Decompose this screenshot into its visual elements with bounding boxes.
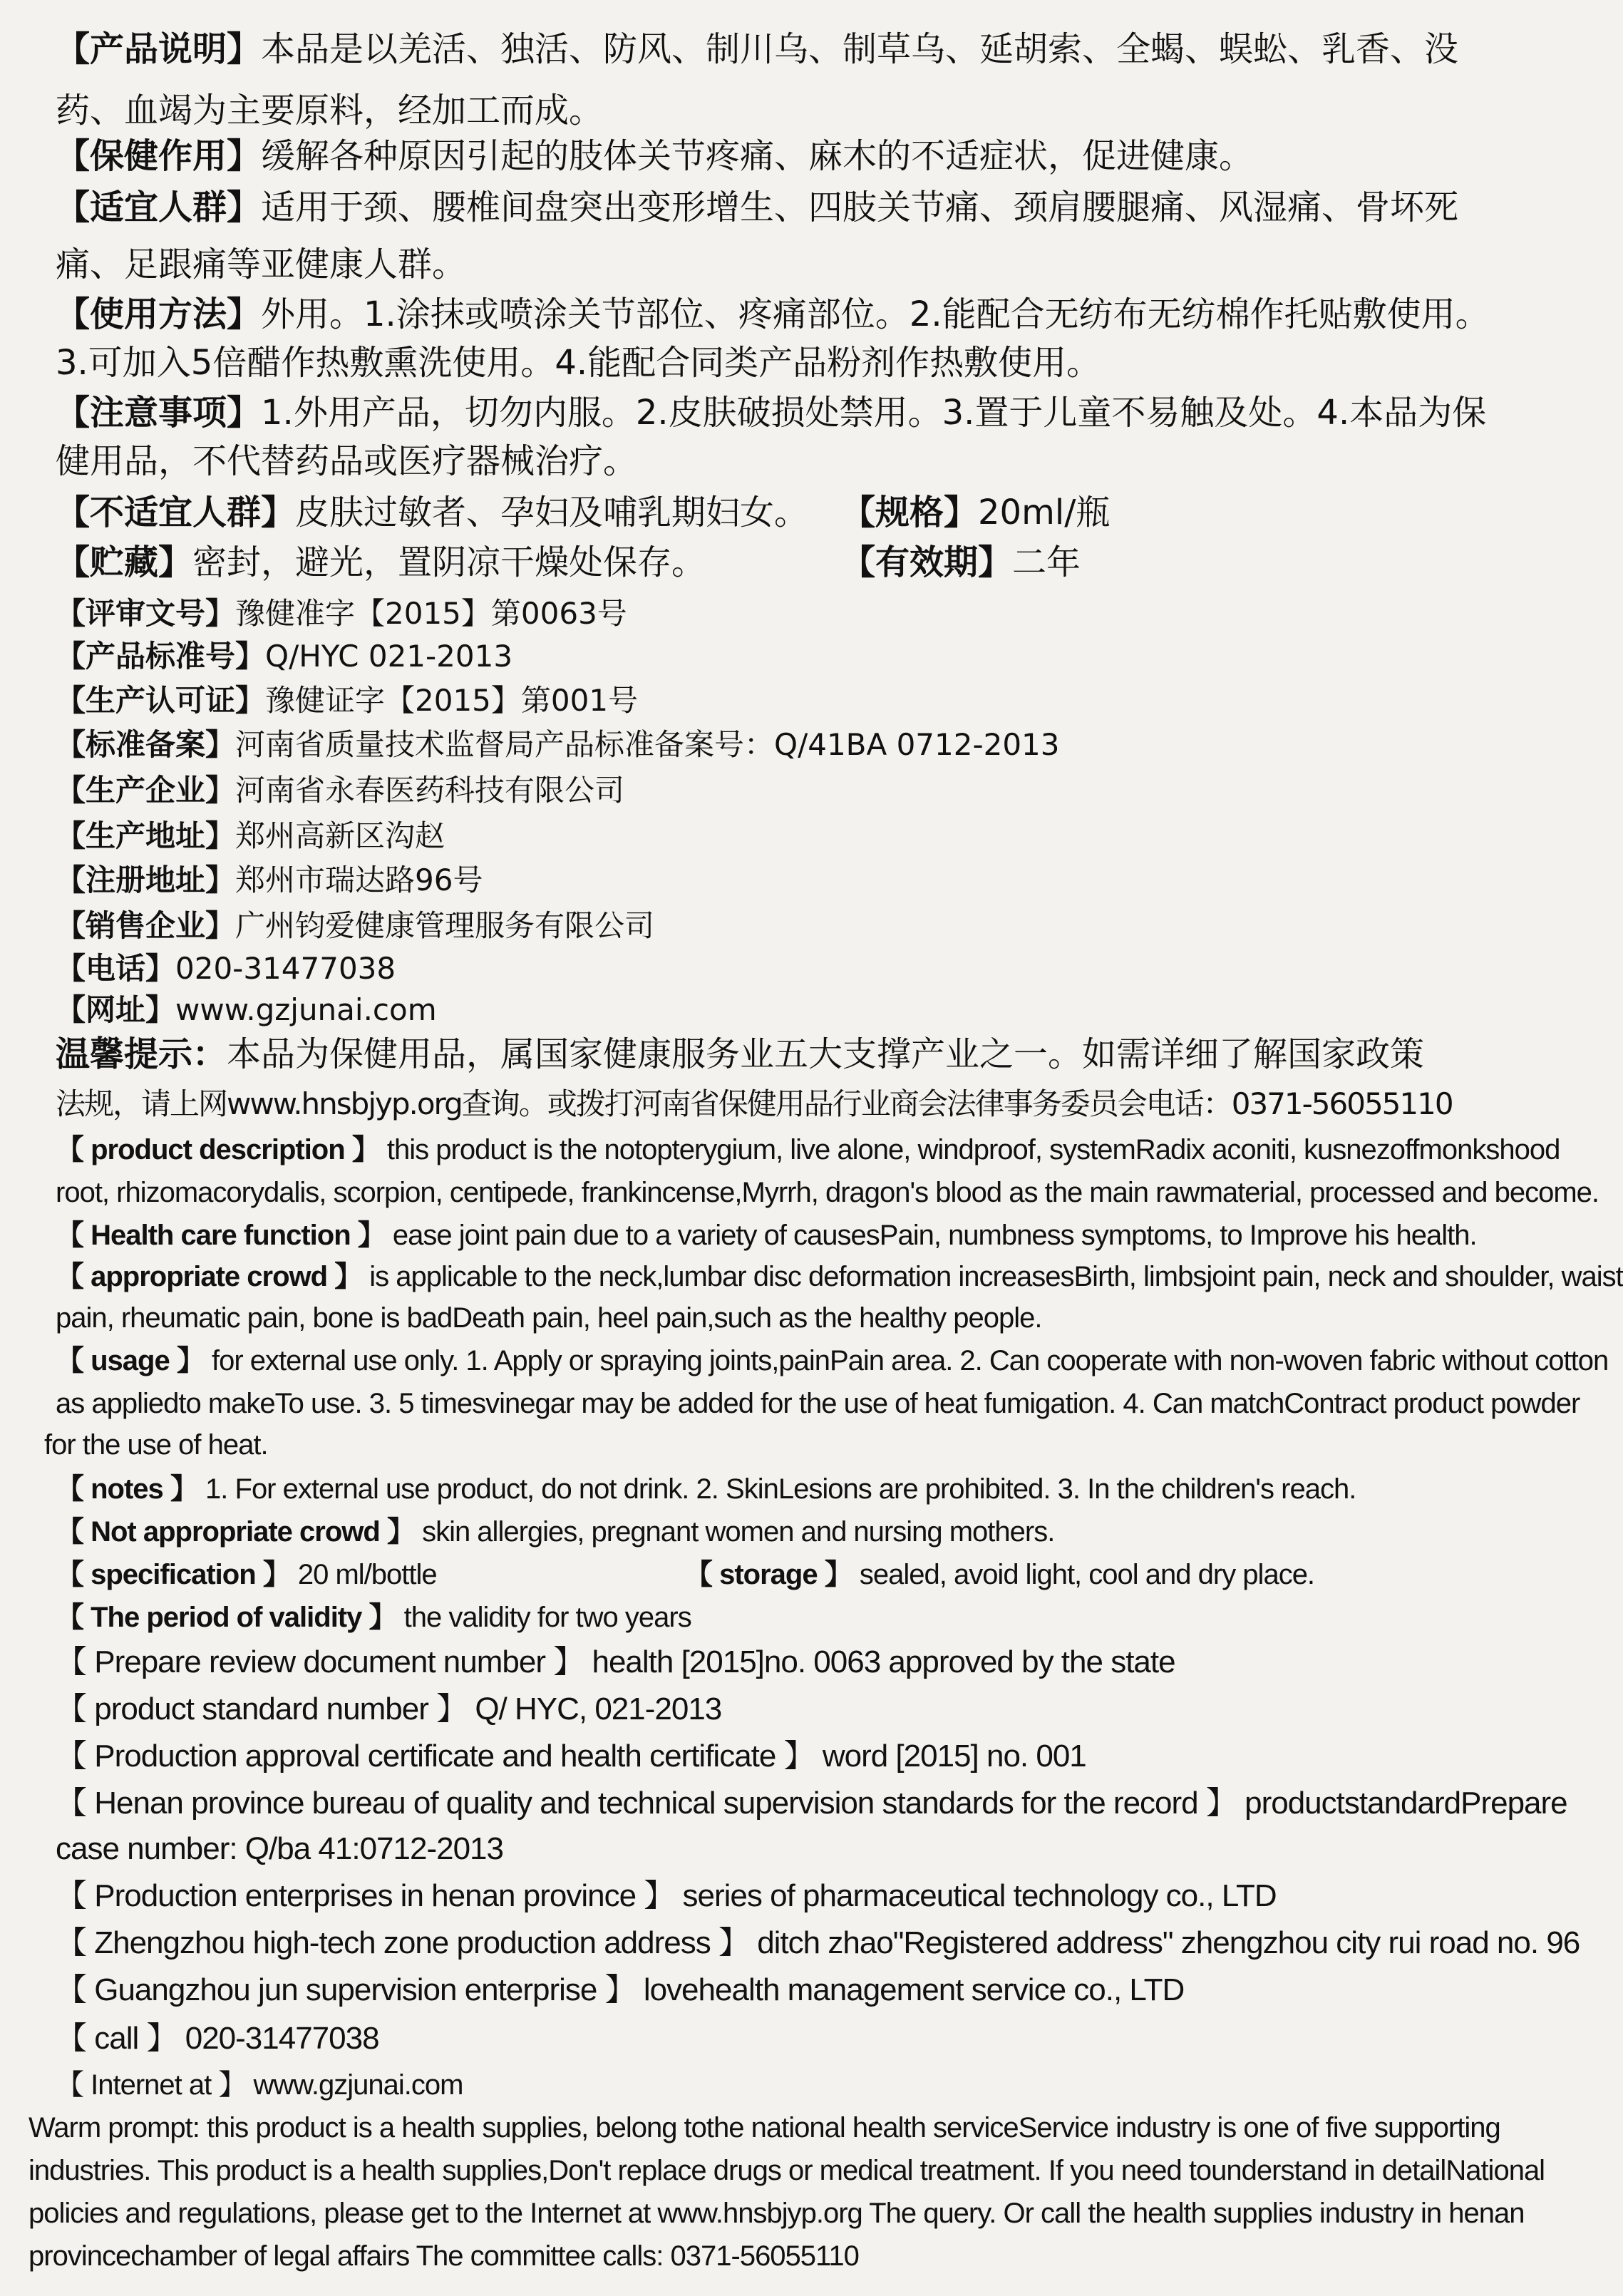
en-validity: 【 The period of validity 】 the validity for two years: [56, 1602, 691, 1633]
zh-license: 【生产认可证】豫健证字【2015】第001号: [56, 683, 639, 718]
zh-crowd-line2: 痛、足跟痛等亚健康人群。: [56, 244, 467, 284]
en-enterprise: 【 Production enterprises in henan province 】 series of pharmaceutical technology co., LTD: [56, 1878, 1277, 1913]
en-usage-line2: as appliedto makeTo use. 3. 5 timesvinegar may be added for the use of heat fumigation. 4. Can matchContract product powder: [56, 1388, 1580, 1419]
en-warm-line2: industries. This product is a health supplies,Don't replace drugs or medical treatment. If you need tounderstand in detailNational: [29, 2155, 1545, 2186]
en-usage-line1: 【 usage 】 for external use only. 1. Apply or spraying joints,painPain area. 2. Can cooperate with non-woven fabric without cotton: [56, 1345, 1609, 1376]
zh-warning-line1: 温馨提示：本品为保健用品，属国家健康服务业五大支撑产业之一。如需详细了解国家政策: [56, 1034, 1425, 1074]
en-warm-line4: provincechamber of legal affairs The committee calls: 0371-56055110: [29, 2240, 859, 2272]
en-spec: 【 specification 】 20 ml/bottle: [56, 1559, 437, 1590]
zh-standard: 【产品标准号】Q/HYC 021-2013: [56, 639, 513, 674]
zh-spec: 【规格】20ml/瓶: [841, 493, 1111, 532]
en-guangzhou: 【 Guangzhou jun supervision enterprise 】 lovehealth management service co., LTD: [56, 1972, 1185, 2007]
zh-storage: 【贮藏】密封，避光，置阴凉干燥处保存。: [56, 542, 706, 582]
en-crowd-line2: pain, rheumatic pain, bone is badDeath pain, heel pain,such as the healthy people.: [56, 1302, 1042, 1334]
en-notes: 【 notes 】 1. For external use product, do not drink. 2. SkinLesions are prohibited. 3. In the children's reach.: [56, 1473, 1356, 1505]
zh-notes-line2: 健用品，不代替药品或医疗器械治疗。: [56, 441, 638, 481]
zh-crowd-line1: 【适宜人群】适用于颈、腰椎间盘突出变形增生、四肢关节痛、颈肩腰腿痛、风湿痛、骨坏死: [56, 187, 1459, 227]
zh-usage-line1: 【使用方法】外用。1.涂抹或喷涂关节部位、疼痛部位。2.能配合无纺布无纺棉作托贴敷使用。: [56, 294, 1490, 334]
en-license: 【 Production approval certificate and health certificate 】 word [2015] no. 001: [56, 1739, 1086, 1774]
en-review: 【 Prepare review document number 】 health [2015]no. 0063 approved by the state: [56, 1644, 1175, 1679]
en-address: 【 Zhengzhou high-tech zone production address 】 ditch zhao"Registered address" zhengzhou city rui road no. 96: [56, 1925, 1580, 1960]
en-warm-line3: policies and regulations, please get to the Internet at www.hnsbjyp.org The query. Or call the health supplies industry in henan: [29, 2198, 1525, 2229]
zh-maker: 【生产企业】河南省永春医药科技有限公司: [56, 773, 625, 808]
zh-notes-line1: 【注意事项】1.外用产品，切勿内服。2.皮肤破损处禁用。3.置于儿童不易触及处。4.本品为保: [56, 393, 1487, 433]
en-warm-line1: Warm prompt: this product is a health supplies, belong tothe national health serviceService industry is one of five supporting: [29, 2112, 1500, 2143]
zh-warning-line2: 法规，请上网www.hnsbjyp.org查询。或拨打河南省保健用品行业商会法律事务委员会电话：0371-56055110: [56, 1086, 1453, 1121]
en-description-line1: 【 product description 】 this product is the notopterygium, live alone, windproof, systemRadix aconiti, kusnezoffmonkshood: [56, 1134, 1560, 1165]
zh-unsuitable: 【不适宜人群】皮肤过敏者、孕妇及哺乳期妇女。: [56, 493, 809, 532]
zh-review: 【评审文号】豫健准字【2015】第0063号: [56, 596, 627, 631]
en-internet: 【 Internet at 】 www.gzjunai.com: [56, 2069, 463, 2101]
zh-reg-address: 【注册地址】郑州市瑞达路96号: [56, 863, 483, 897]
zh-phone: 【电话】020-31477038: [56, 951, 396, 986]
zh-description-line1: 【产品说明】本品是以羌活、独活、防风、制川乌、制草乌、延胡索、全蝎、蜈蚣、乳香、没: [56, 29, 1459, 69]
en-function: 【 Health care function 】 ease joint pain due to a variety of causesPain, numbness symptoms, to Improve his health.: [56, 1220, 1477, 1251]
zh-address: 【生产地址】郑州高新区沟赵: [56, 818, 445, 853]
zh-function: 【保健作用】缓解各种原因引起的肢体关节疼痛、麻木的不适症状，促进健康。: [56, 136, 1254, 176]
en-storage: 【 storage 】 sealed, avoid light, cool and dry place.: [684, 1559, 1315, 1590]
en-description-line2: root, rhizomacorydalis, scorpion, centipede, frankincense,Myrrh, dragon's blood as the main rawmaterial, processed and become.: [56, 1177, 1599, 1208]
zh-usage-line2: 3.可加入5倍醋作热敷熏洗使用。4.能配合同类产品粉剂作热敷使用。: [56, 343, 1101, 383]
en-crowd-line1: 【 appropriate crowd 】 is applicable to the neck,lumbar disc deformation increasesBirth, limbsjoint pain, neck and shoulder, waist: [56, 1261, 1623, 1292]
en-bureau-line2: case number: Q/ba 41:0712-2013: [56, 1831, 504, 1866]
en-bureau-line1: 【 Henan province bureau of quality and technical supervision standards for the record 】 productstandardPrepare: [56, 1786, 1567, 1821]
en-usage-line3: for the use of heat.: [44, 1429, 268, 1461]
zh-validity: 【有效期】二年: [841, 542, 1081, 582]
en-standard: 【 product standard number 】 Q/ HYC, 021-2013: [56, 1692, 722, 1726]
en-call: 【 call 】 020-31477038: [56, 2021, 379, 2056]
zh-website: 【网址】www.gzjunai.com: [56, 992, 437, 1027]
zh-description-line2: 药、血竭为主要原料，经加工而成。: [56, 91, 604, 130]
en-unsuitable: 【 Not appropriate crowd 】 skin allergies, pregnant women and nursing mothers.: [56, 1516, 1055, 1548]
zh-seller: 【销售企业】广州钧爱健康管理服务有限公司: [56, 908, 655, 943]
zh-record: 【标准备案】河南省质量技术监督局产品标准备案号：Q/41BA 0712-2013: [56, 727, 1060, 762]
